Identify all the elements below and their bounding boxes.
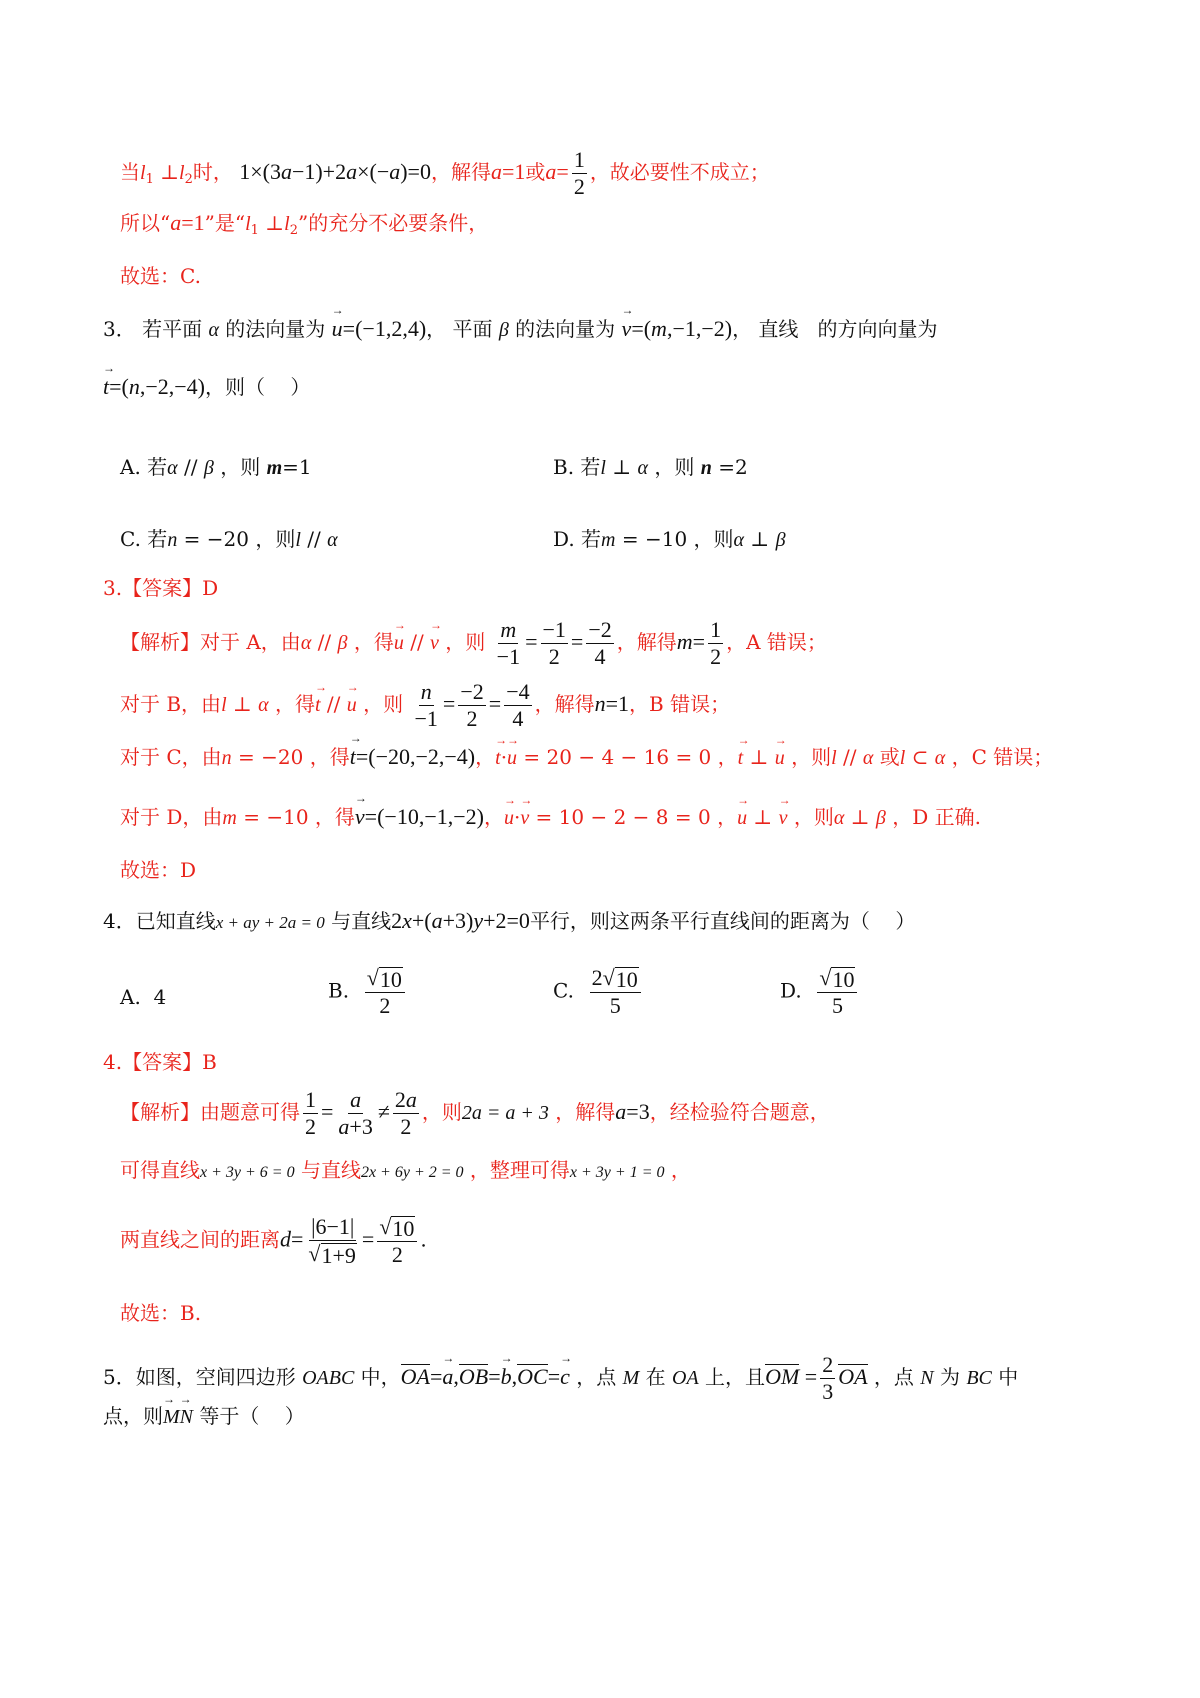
answer-4: 4.【答案】B <box>103 1050 217 1074</box>
option-4a: A. 4 <box>120 985 167 1009</box>
option-4c: C. 2 √ 10 5 <box>553 966 644 1018</box>
question-5-line-1: 5．如图，空间四边形 OABC 中，OA=→ a,OB=→ b,OC=→ c ，点 M 在 OA 上，且OM = $\frac{2}{3}$ OA ，点 N 为 BC 中 <box>103 1353 1018 1404</box>
question-3-line-2: → t=(n,−2,−4)，则（ ） <box>103 376 310 398</box>
option-3b: B. 若l ⊥ α ，则 n =2 <box>553 455 748 479</box>
analysis-4-line-2: 可得直线x + 3y + 6 = 0 与直线2x + 6y + 2 = 0 ，整理可得x + 3y + 1 = 0 ， <box>120 1158 691 1182</box>
analysis-3-line-2: 对于 B，由l ⊥ α ，得→ t // → u ，则 $\frac{n}{-1}$ = $\frac{-2}{2}$ = $\frac{-4}{4}$ ，解得n=1，B 错误； <box>120 680 730 731</box>
solution-line-conclusion: 所以“a=1”是“$l_1$ $\perp l_2$”的充分不必要条件， <box>120 210 489 238</box>
analysis-3-line-3: 对于 C，由n = −20 ，得→ t=(−20,−2,−4)，→ t·→ u = 20 − 4 − 16 = 0 ，→ t ⊥ → u ，则l // α 或l ⊂ α ，C 错误； <box>120 746 1053 768</box>
solution-line-necessity: 当$l_1$ $\perp l_2$时， 1×(3a−1)+2a×(−a)=0，解得a=1或a= $\frac{1}{2}$ ，故必要性不成立； <box>120 147 770 200</box>
analysis-3-pick: 故选：D <box>120 858 197 882</box>
question-5-line-2: 点，则→ M→ N 等于（ ） <box>103 1406 305 1427</box>
analysis-3-line-4: 对于 D，由m = −10 ，得→ v=(−10,−1,−2)，→ u·→ v = 10 − 2 − 8 = 0 ，→ u ⊥ → v ，则α ⊥ β ，D 正确. <box>120 806 981 828</box>
question-3-line-1: 3． 若平面 α 的法向量为 → u=(−1,2,4)， 平面 β 的法向量为 → v=(m,−1,−2)， 直线 的方向向量为 <box>103 318 938 340</box>
question-4-line-1: 4．已知直线x + ay + 2a = 0 与直线2x+(a+3)y+2=0平行，则这两条平行直线间的距离为（ ） <box>103 908 916 933</box>
option-3c: C. 若n = −20 ，则l // α <box>120 527 338 551</box>
analysis-4-line-1: 【解析】由题意可得 $\frac{1}{2}$ = $\frac{a}{a+3}$ ≠ $\frac{2a}{2}$ ，则2a = a + 3 ，解得a=3，经检验符合题意， <box>120 1087 830 1140</box>
answer-3: 3.【答案】D <box>103 576 219 600</box>
analysis-4-line-3: 两直线之间的距离d= |6−1| √ 1+9 = √ 10 2 . <box>120 1214 427 1269</box>
analysis-3-line-1: 【解析】对于 A，由α // β ，得→ u // → v ，则 $\frac{m}{-1}$ = $\frac{-1}{2}$ = $\frac{-2}{4}$ ，解得m= $\frac{1}{2}$ ，A 错误； <box>120 618 827 669</box>
solution-pick-c: 故选：C. <box>120 264 201 288</box>
option-4d: D. √ 10 5 <box>780 966 860 1018</box>
option-3d: D. 若m = −10 ，则α ⊥ β <box>553 527 786 551</box>
option-4b: B. √ 10 2 <box>328 966 408 1018</box>
analysis-4-pick: 故选：B. <box>120 1301 202 1325</box>
option-3a: A. 若α // β ，则 m=1 <box>120 455 312 479</box>
